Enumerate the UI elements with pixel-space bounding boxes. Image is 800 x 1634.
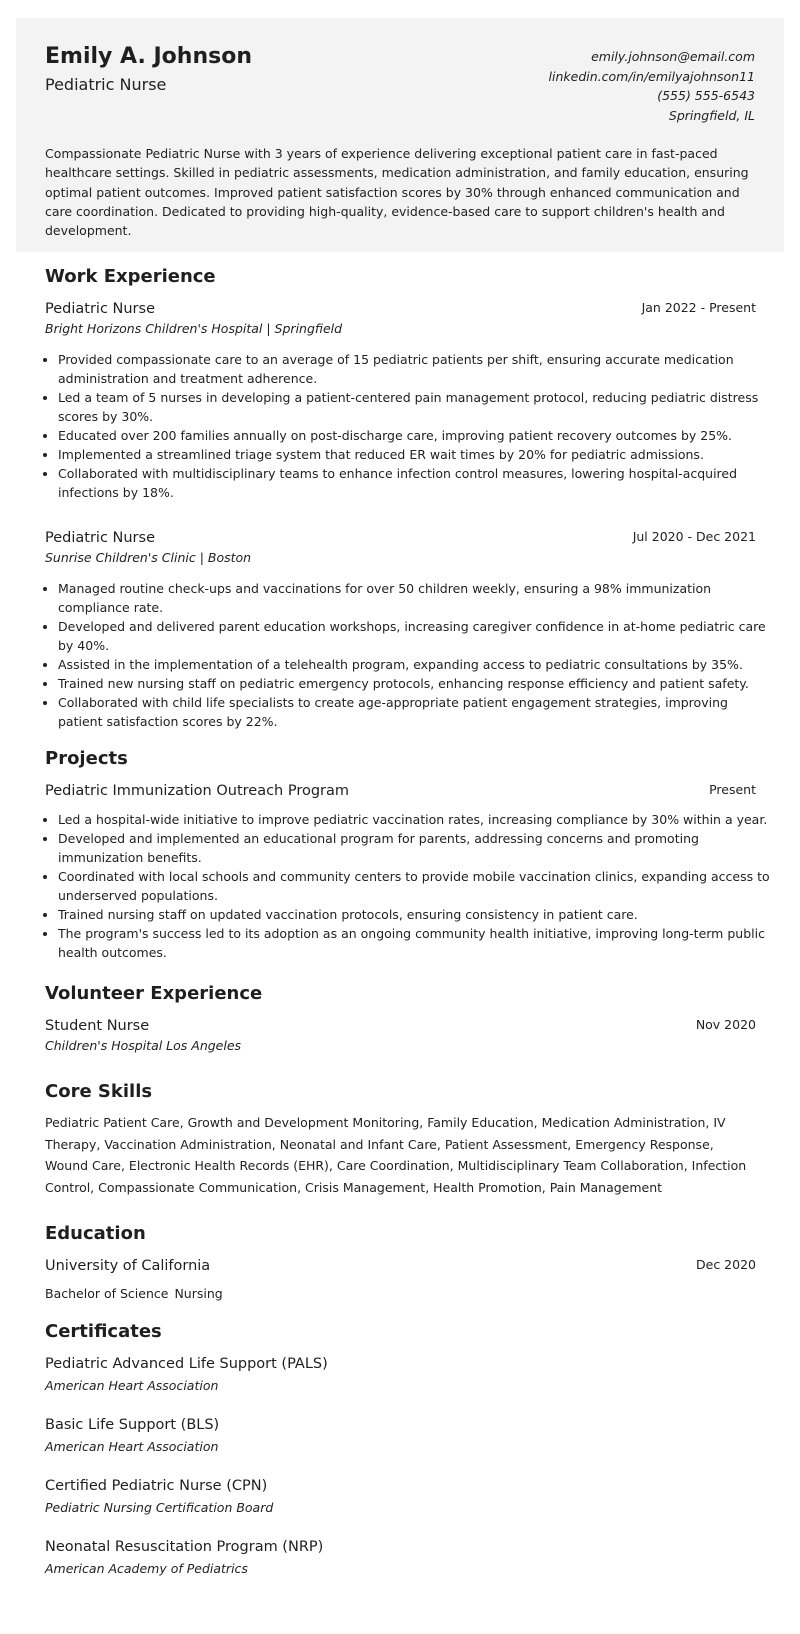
contact-phone: (555) 555-6543 bbox=[657, 88, 755, 103]
section-title-education: Education bbox=[45, 1223, 146, 1244]
certificate-name: Neonatal Resuscitation Program (NRP) bbox=[45, 1539, 324, 1555]
job-organization: Sunrise Children's Clinic | Boston bbox=[45, 550, 252, 565]
volunteer-organization: Children's Hospital Los Angeles bbox=[45, 1038, 242, 1053]
project-title: Pediatric Immunization Outreach Program bbox=[45, 783, 350, 799]
skills-list: Pediatric Patient Care, Growth and Development Monitoring, Family Education, Medication Administration, IV Therapy, Vaccination Administration, Neonatal and Infant Care, Patient Assessment, Emergency Response, Wound Care, Electronic Health Records (EHR), Care Coordination, Multidisciplinary Team Collaboration, Infection Control, Compassionate Communication, Crisis Management, Health Promotion, Pain Management bbox=[45, 1115, 747, 1195]
resume-header bbox=[16, 18, 784, 252]
degree-field: Nursing bbox=[174, 1286, 223, 1301]
bullet-item: • Led a hospital-wide initiative to improve pediatric vaccination rates, increasing compliance by 30% within a year. bbox=[58, 810, 773, 829]
bullet-item: • Collaborated with multidisciplinary teams to enhance infection control measures, lowering hospital-acquired infections by 18%. bbox=[58, 464, 773, 502]
certificate-issuer: American Heart Association bbox=[45, 1378, 219, 1393]
certificate-issuer: American Academy of Pediatrics bbox=[45, 1561, 248, 1576]
job-title: Pediatric Nurse bbox=[45, 530, 155, 546]
bullet-item: • Managed routine check-ups and vaccinations for over 50 children weekly, ensuring a 98% immunization compliance rate. bbox=[58, 579, 773, 617]
bullet-item: • Coordinated with local schools and community centers to provide mobile vaccination clinics, expanding access to underserved populations. bbox=[58, 867, 773, 905]
volunteer-title: Student Nurse bbox=[45, 1018, 150, 1034]
education-school: University of California bbox=[45, 1258, 211, 1274]
professional-summary: Compassionate Pediatric Nurse with 3 years of experience delivering exceptional patient care in fast-paced healthcare settings. Skilled in pediatric assessments, medication administration, and family education, ensuring optimal patient outcomes. Improved patient satisfaction scores by 30% through enhanced communication and care coordination. Dedicated to providing high-quality, evidence-based care to support children's health and development. bbox=[45, 146, 749, 239]
bullet-item: • Developed and implemented an educational program for parents, addressing concerns and promoting immunization benefits. bbox=[58, 829, 773, 867]
bullet-item: • The program's success led to its adoption as an ongoing community health initiative, improving long-term public health outcomes. bbox=[58, 924, 773, 962]
job-organization: Bright Horizons Children's Hospital | Springfield bbox=[45, 321, 343, 336]
section-title-volunteer-experience: Volunteer Experience bbox=[45, 983, 263, 1004]
bullet-item: • Developed and delivered parent education workshops, increasing caregiver confidence in at-home pediatric care by 40%. bbox=[58, 617, 773, 655]
certificate-name: Basic Life Support (BLS) bbox=[45, 1417, 220, 1433]
bullet-item: • Assisted in the implementation of a telehealth program, expanding access to pediatric consultations by 35%. bbox=[58, 655, 773, 674]
certificate-issuer: Pediatric Nursing Certification Board bbox=[45, 1500, 274, 1515]
degree-name: Bachelor of Science bbox=[45, 1286, 169, 1301]
bullet-item: • Led a team of 5 nurses in developing a patient-centered pain management protocol, reducing pediatric distress scores by 30%. bbox=[58, 388, 773, 426]
job-title: Pediatric Nurse bbox=[45, 301, 155, 317]
bullet-item: • Provided compassionate care to an average of 15 pediatric patients per shift, ensuring accurate medication administration and treatment adherence. bbox=[58, 350, 773, 388]
job-bullets bbox=[45, 350, 773, 502]
bullet-item: • Collaborated with child life specialists to create age-appropriate patient engagement strategies, improving patient satisfaction scores by 22%. bbox=[58, 693, 773, 731]
section-title-certificates: Certificates bbox=[45, 1321, 162, 1342]
contact-linkedin[interactable]: linkedin.com/in/emilyajohnson11 bbox=[548, 68, 755, 84]
job-date: Jan 2022 - Present bbox=[641, 300, 756, 315]
certificate-name: Certified Pediatric Nurse (CPN) bbox=[45, 1478, 268, 1494]
bullet-item: • Trained nursing staff on updated vaccination protocols, ensuring consistency in patient care. bbox=[58, 905, 773, 924]
candidate-name: Emily A. Johnson bbox=[45, 44, 252, 69]
bullet-item: • Trained new nursing staff on pediatric emergency protocols, enhancing response efficiency and patient safety. bbox=[58, 674, 773, 693]
education-date: Dec 2020 bbox=[696, 1257, 756, 1272]
volunteer-date: Nov 2020 bbox=[695, 1017, 756, 1032]
bullet-item: • Implemented a streamlined triage system that reduced ER wait times by 20% for pediatric admissions. bbox=[58, 445, 773, 464]
contact-email[interactable]: emily.johnson@email.com bbox=[591, 49, 755, 64]
job-bullets bbox=[45, 579, 773, 731]
education-degree bbox=[45, 1286, 223, 1301]
certificate-name: Pediatric Advanced Life Support (PALS) bbox=[45, 1356, 328, 1372]
section-title-projects: Projects bbox=[45, 748, 128, 769]
certificate-issuer: American Heart Association bbox=[45, 1439, 219, 1454]
candidate-title: Pediatric Nurse bbox=[45, 75, 167, 94]
project-bullets bbox=[45, 810, 773, 962]
job-date: Jul 2020 - Dec 2021 bbox=[632, 529, 756, 544]
contact-location: Springfield, IL bbox=[668, 107, 755, 123]
section-title-work-experience: Work Experience bbox=[45, 266, 216, 287]
section-title-core-skills: Core Skills bbox=[45, 1081, 153, 1102]
project-date: Present bbox=[709, 782, 756, 797]
bullet-item: • Educated over 200 families annually on post-discharge care, improving patient recovery outcomes by 25%. bbox=[58, 426, 773, 445]
contact-info bbox=[549, 47, 755, 125]
